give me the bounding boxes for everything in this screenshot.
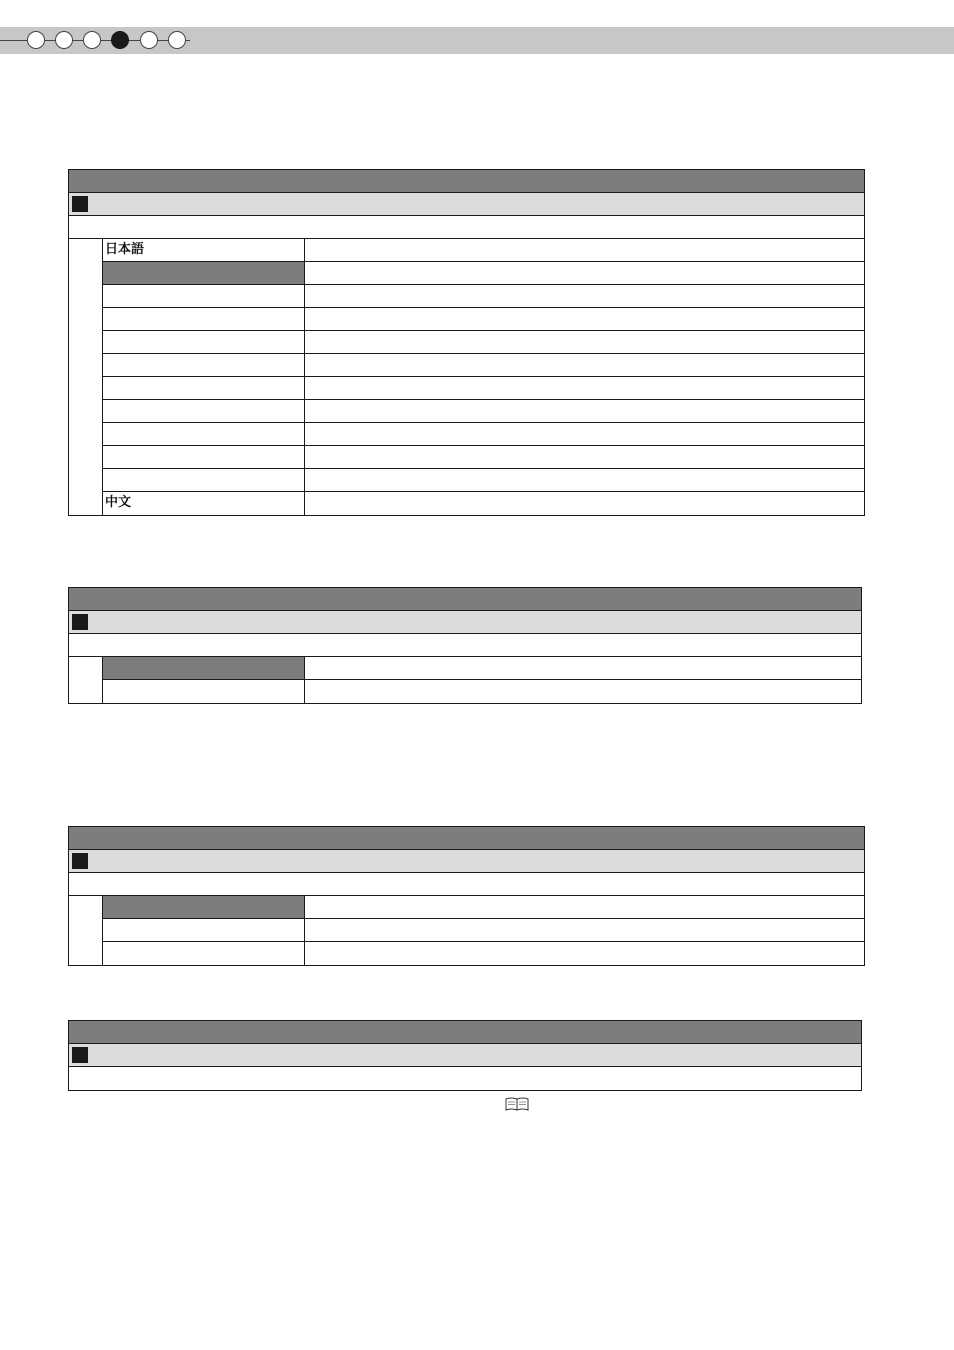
option-label: [103, 423, 305, 445]
options-block: [69, 657, 861, 703]
table-description-row: [69, 1067, 861, 1090]
option-label: [103, 354, 305, 376]
option-description: [305, 919, 864, 941]
menu-table-language: [68, 169, 865, 516]
table-description-row: [69, 634, 861, 657]
options-list: [69, 239, 864, 515]
step-dot: [168, 31, 186, 49]
option-label: [103, 919, 305, 941]
step-dot: [27, 31, 45, 49]
step-dot: [55, 31, 73, 49]
option-row[interactable]: [103, 492, 864, 515]
option-description: [305, 308, 864, 330]
option-row[interactable]: [103, 896, 864, 919]
options-block: [69, 239, 864, 515]
option-description: [305, 377, 864, 399]
step-dot-current: [111, 31, 129, 49]
option-label: [103, 446, 305, 468]
option-row[interactable]: [103, 239, 864, 262]
option-row[interactable]: [103, 354, 864, 377]
table-description-row: [69, 216, 864, 239]
table-description-row: [69, 873, 864, 896]
option-description: [305, 262, 864, 284]
option-description: [305, 331, 864, 353]
table-title-bar: [69, 1021, 861, 1044]
option-description: [305, 680, 861, 703]
option-label: [103, 657, 305, 679]
options-gutter: [69, 657, 103, 703]
option-label: [103, 400, 305, 422]
table-title-bar: [69, 170, 864, 193]
option-row[interactable]: [103, 919, 864, 942]
option-row[interactable]: [103, 285, 864, 308]
option-row[interactable]: [103, 657, 861, 680]
option-label: [103, 896, 305, 918]
step-dot: [83, 31, 101, 49]
option-description: [305, 942, 864, 965]
option-label: [103, 308, 305, 330]
options-list: [69, 896, 864, 965]
black-square-icon: [72, 614, 88, 630]
black-square-icon: [72, 1047, 88, 1063]
option-label: [103, 942, 305, 965]
black-square-icon: [72, 196, 88, 212]
option-row[interactable]: [103, 308, 864, 331]
options-list: [69, 657, 861, 703]
option-description: [305, 354, 864, 376]
menu-table-2: [68, 587, 862, 704]
option-description: [305, 657, 861, 679]
table-item-header: [69, 850, 864, 873]
menu-table-3: [68, 826, 865, 966]
options-block: [69, 896, 864, 965]
option-label: [103, 331, 305, 353]
table-item-header: [69, 193, 864, 216]
option-label: 日本語: [103, 239, 305, 261]
table-item-header: [69, 611, 861, 634]
option-row[interactable]: [103, 446, 864, 469]
option-description: [305, 400, 864, 422]
option-row[interactable]: [103, 377, 864, 400]
option-label: [103, 680, 305, 703]
option-label: 中文: [103, 492, 305, 515]
table-title-bar: [69, 827, 864, 850]
option-description: [305, 285, 864, 307]
option-label: [103, 285, 305, 307]
option-description: [305, 239, 864, 261]
option-label: [103, 469, 305, 491]
option-row[interactable]: [103, 331, 864, 354]
option-description: [305, 492, 864, 515]
option-row[interactable]: [103, 942, 864, 965]
option-description: [305, 469, 864, 491]
black-square-icon: [72, 853, 88, 869]
step-dot: [140, 31, 158, 49]
book-icon: [505, 1097, 529, 1111]
table-title-bar: [69, 588, 861, 611]
table-item-header: [69, 1044, 861, 1067]
options-gutter: [69, 239, 103, 515]
option-label: [103, 377, 305, 399]
option-row[interactable]: [103, 423, 864, 446]
option-description: [305, 423, 864, 445]
menu-table-4: [68, 1020, 862, 1091]
options-gutter: [69, 896, 103, 965]
option-description: [305, 896, 864, 918]
option-row[interactable]: [103, 680, 861, 703]
option-row[interactable]: [103, 400, 864, 423]
option-label: [103, 262, 305, 284]
option-description: [305, 446, 864, 468]
option-row[interactable]: [103, 469, 864, 492]
option-row[interactable]: [103, 262, 864, 285]
